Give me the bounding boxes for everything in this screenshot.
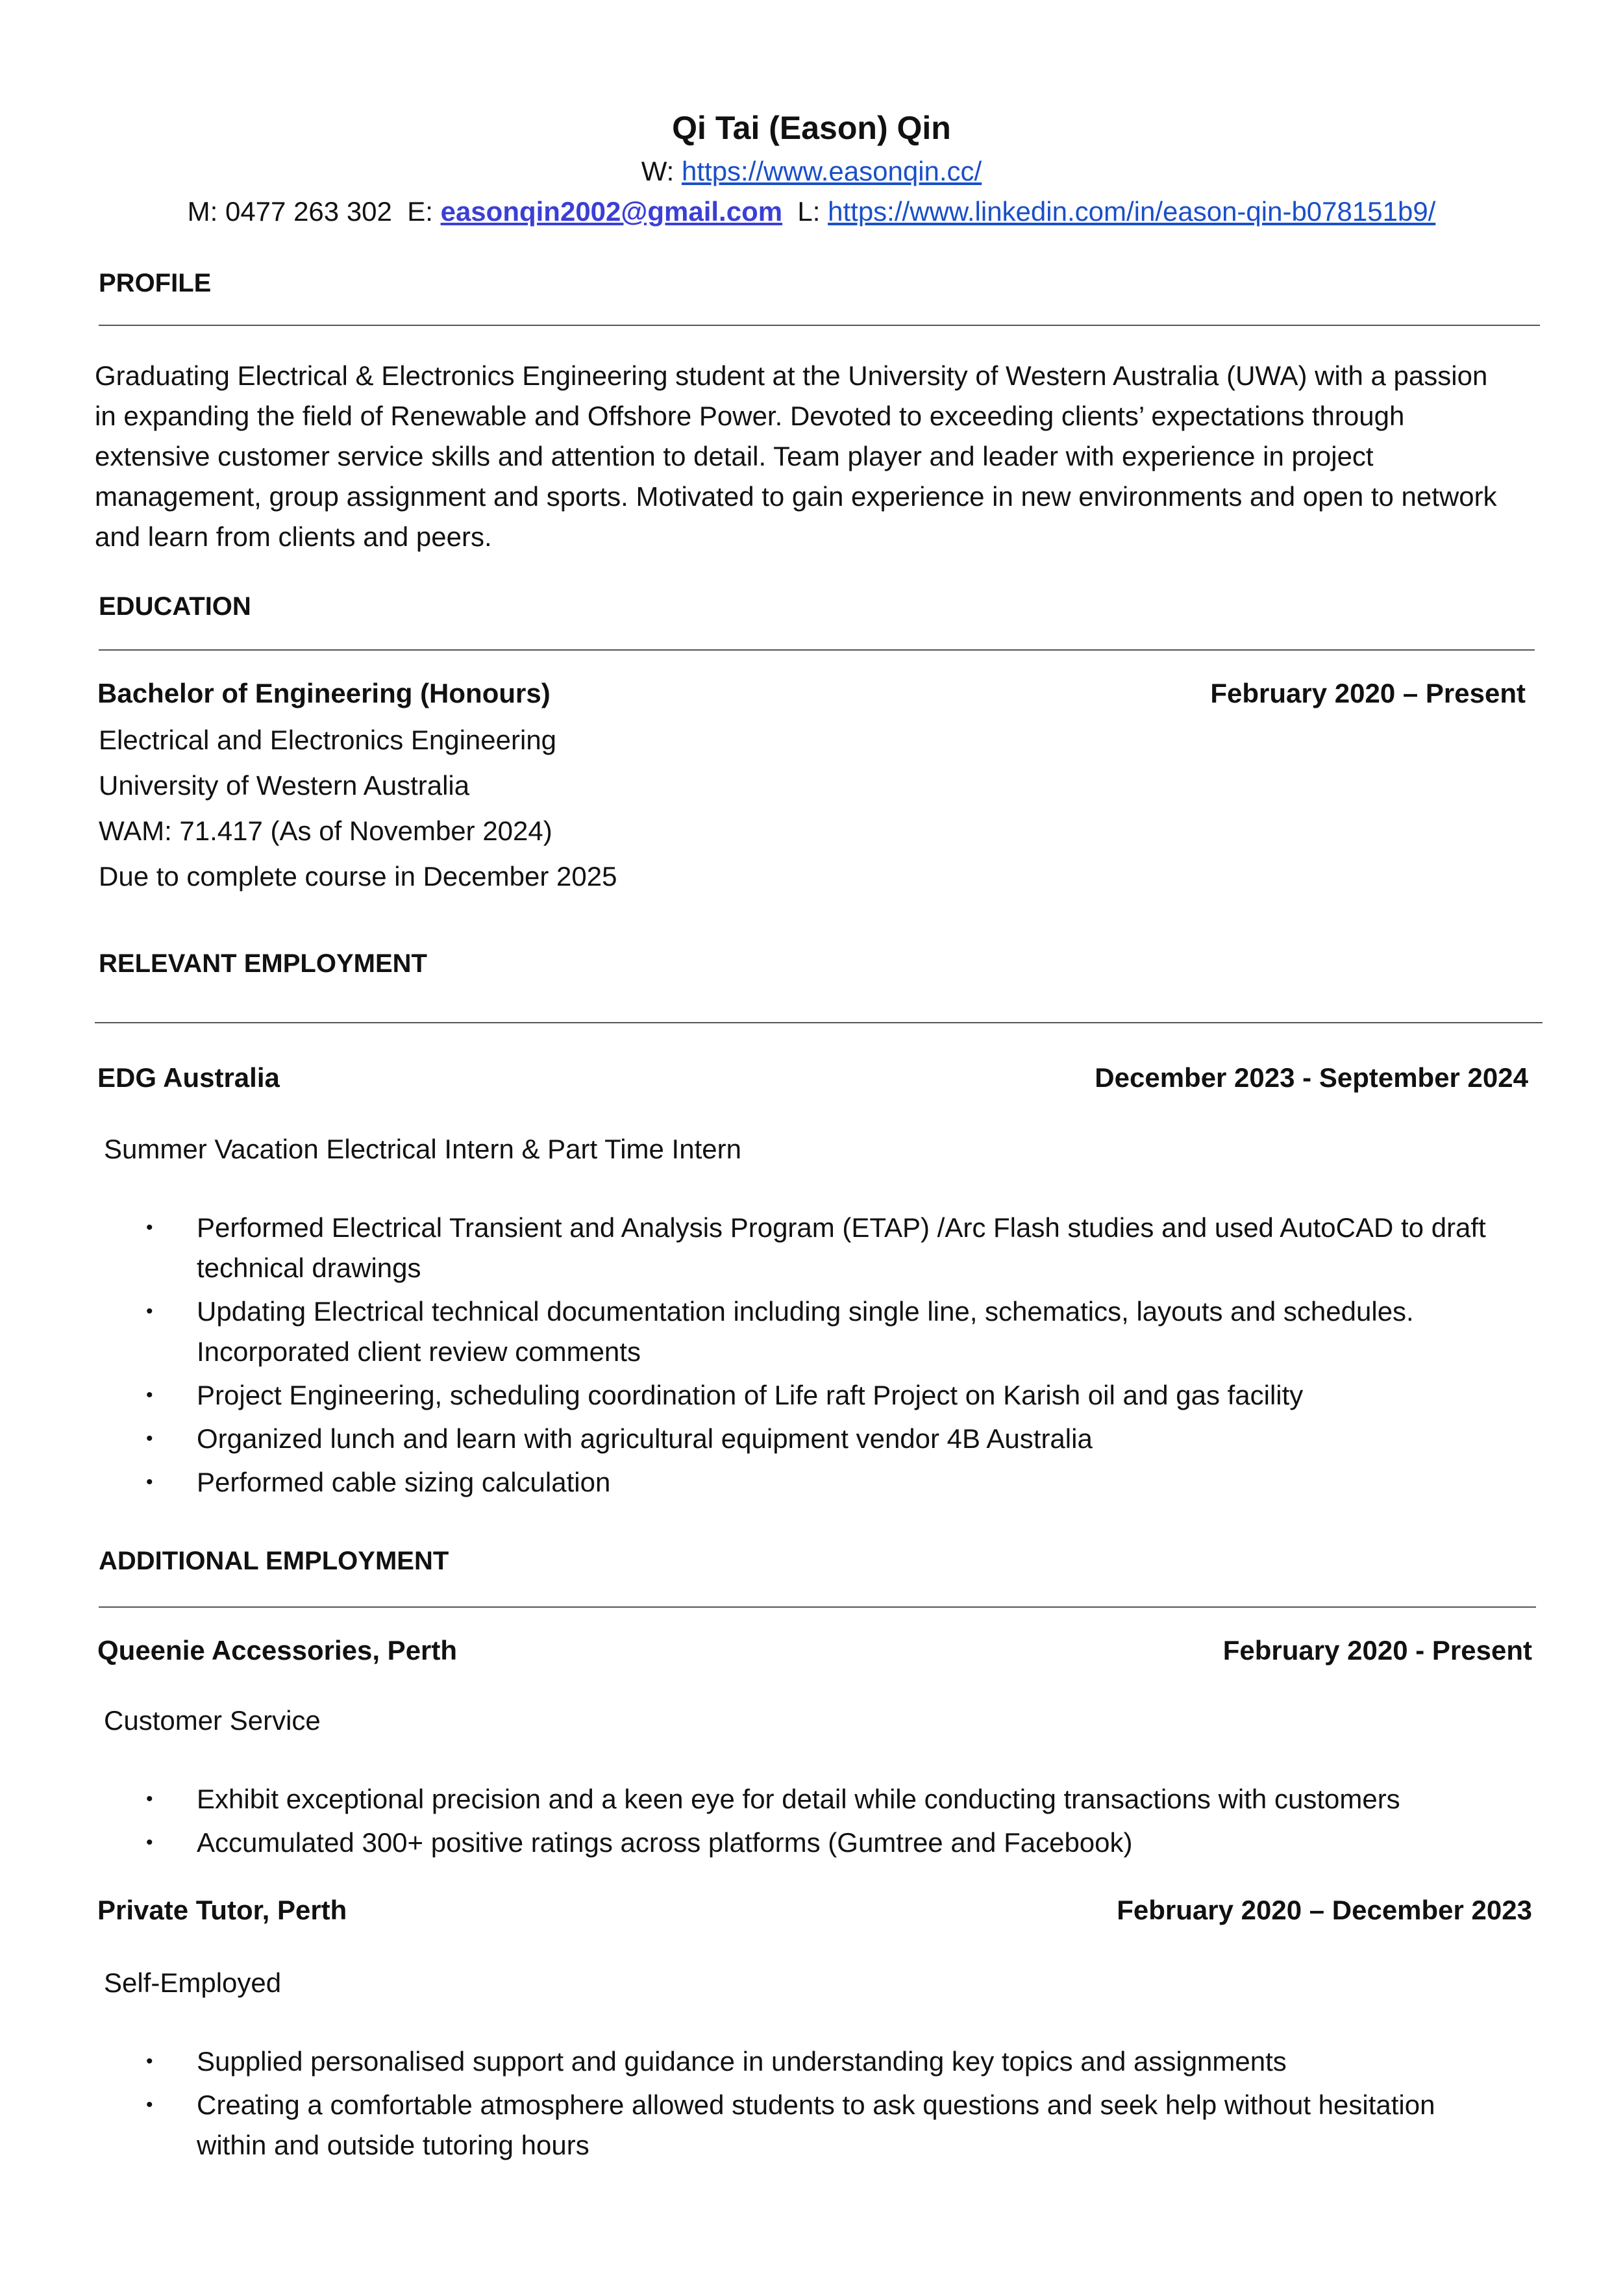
list-item: • Exhibit exceptional precision and a keen eye for detail while conducting transactions with customers [136,1779,1400,1819]
tutor-company: Private Tutor, Perth [97,1895,347,1925]
tutor-bullet-list [136,2041,1435,2169]
list-item: • Performed cable sizing calculation [136,1462,1486,1503]
profile-divider [99,325,1540,326]
bullet-icon: • [146,1217,153,1238]
list-item: • Organized lunch and learn with agricultural equipment vendor 4B Australia [136,1419,1486,1459]
email-link[interactable]: easonqin2002@gmail.com [440,196,783,227]
relevant-employment-heading: RELEVANT EMPLOYMENT [99,949,427,978]
tutor-dates: February 2020 – December 2023 [1117,1895,1532,1925]
list-item: • Performed Electrical Transient and Analysis Program (ETAP) /Arc Flash studies and used AutoCAD to draft technical drawings [136,1208,1486,1288]
list-item: • Creating a comfortable atmosphere allowed students to ask questions and seek help without hesitation within and outside tutoring hours [136,2085,1435,2165]
email-label: E: [407,196,433,227]
website-line [0,156,1623,187]
edg-company: EDG Australia [97,1062,280,1093]
education-university: University of Western Australia [99,770,470,801]
additional-employment-divider [99,1606,1536,1608]
bullet-icon: • [146,1832,153,1853]
website-link[interactable]: https://www.easonqin.cc/ [682,156,982,186]
profile-line: and learn from clients and peers. [95,521,492,552]
bullet-icon: • [146,1301,153,1322]
profile-line: extensive customer service skills and attention to detail. Team player and leader with experience in project [95,441,1374,471]
education-completion: Due to complete course in December 2025 [99,861,617,892]
relevant-employment-divider [95,1022,1542,1023]
education-wam: WAM: 71.417 (As of November 2024) [99,816,552,846]
tutor-role: Self-Employed [104,1967,282,1998]
linkedin-label: L: [797,196,821,227]
mobile-number: 0477 263 302 [225,196,392,227]
bullet-icon: • [146,1788,153,1810]
bullet-icon: • [146,1428,153,1449]
queenie-role: Customer Service [104,1705,321,1736]
website-label: W: [641,156,675,186]
edg-bullet-list [136,1208,1486,1506]
queenie-company: Queenie Accessories, Perth [97,1635,458,1666]
edg-dates: December 2023 - September 2024 [1095,1062,1528,1093]
linkedin-link[interactable]: https://www.linkedin.com/in/eason-qin-b078151b9/ [828,196,1436,227]
profile-line: in expanding the field of Renewable and Offshore Power. Devoted to exceeding clients’ expectations through [95,401,1405,431]
bullet-icon: • [146,1471,153,1493]
edg-role: Summer Vacation Electrical Intern & Part Time Intern [104,1134,741,1164]
queenie-dates: February 2020 - Present [1222,1635,1532,1666]
profile-line: management, group assignment and sports. Motivated to gain experience in new environments and open to network [95,481,1497,512]
bullet-icon: • [146,1384,153,1406]
list-item: • Accumulated 300+ positive ratings across platforms (Gumtree and Facebook) [136,1823,1400,1863]
education-divider [99,649,1535,651]
mobile-label: M: [187,196,218,227]
list-item: • Supplied personalised support and guidance in understanding key topics and assignments [136,2041,1435,2082]
contact-details-line [0,196,1623,227]
additional-employment-heading: ADDITIONAL EMPLOYMENT [99,1547,449,1575]
education-dates: February 2020 – Present [1210,678,1526,708]
candidate-name: Qi Tai (Eason) Qin [672,110,951,146]
bullet-icon: • [146,2051,153,2072]
list-item: • Project Engineering, scheduling coordination of Life raft Project on Karish oil and gas facility [136,1375,1486,1416]
degree-title: Bachelor of Engineering (Honours) [97,678,551,708]
profile-heading: PROFILE [99,269,212,297]
education-major: Electrical and Electronics Engineering [99,725,557,755]
education-heading: EDUCATION [99,592,251,621]
profile-paragraph [95,356,1549,557]
bullet-icon: • [146,2094,153,2115]
list-item: • Updating Electrical technical documentation including single line, schematics, layouts and schedules. Incorporated client review comments [136,1292,1486,1372]
profile-line: Graduating Electrical & Electronics Engineering student at the University of Western Australia (UWA) with a passion [95,360,1488,391]
queenie-bullet-list [136,1779,1400,1866]
